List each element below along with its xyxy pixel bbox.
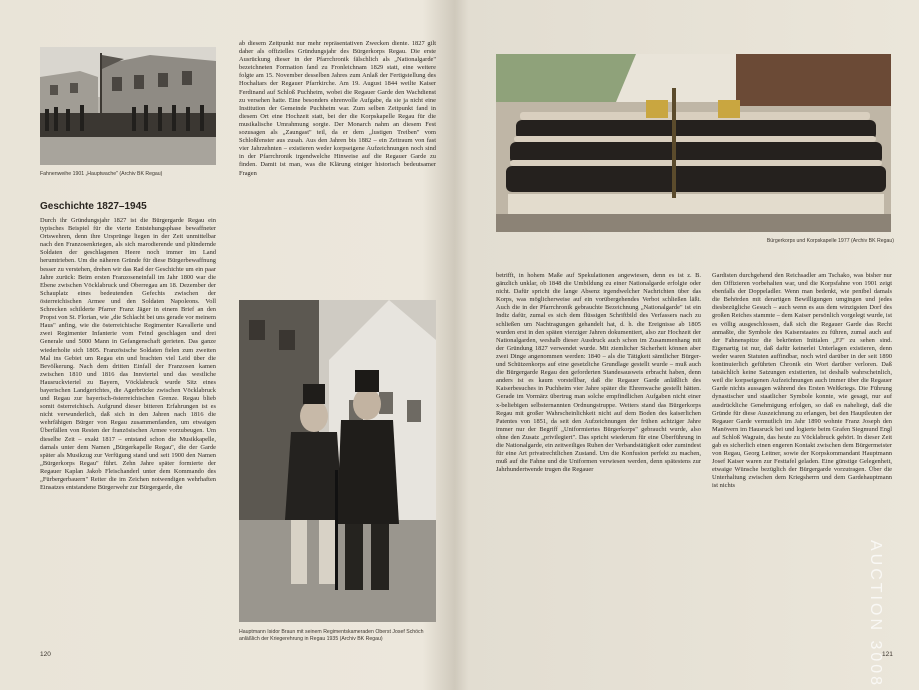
page-number-left: 120 (40, 651, 51, 658)
photo-caption-1901: Fahnenweihe 1901 „Hauptwache" (Archiv BK Regau) (40, 171, 163, 177)
right-page-column-2 (712, 272, 892, 662)
photo-buergerkorps-1977 (496, 54, 891, 232)
page-number-right: 121 (882, 651, 893, 658)
right-page-column-1 (496, 272, 701, 662)
left-page-column-2 (239, 40, 436, 280)
photo-caption-1935: Hauptmann Isidor Braun mit seinem Regimentskameraden Oberst Josef Schöch anläßlich der Kriegerehrung in Regau 1935 (Archiv BK Regau) (239, 629, 424, 642)
column-text: Gardisten durchgehend den Reichsadler am Tschako, was bisher nur den Offizieren vorbehalten war, und die Korpsfahne von 1901 zeigt ebenfalls der Doppeladler. Wenn man bedenkt, wie penibel damals die Behörden mit derartigen Bewilligungen umgingen und jedes diesbezügliche Gesuch – auch wenn es aus dem winzigsten Dorf des großen Reiches stammte – dem Kaiser persönlich vorgelegt wurde, ist es völlig ausgeschlossen, daß sich die Regauer Garde das Recht anmaßte, die Symbole des Kaiserstaates zu führen, zumal auch auf der Fahnenspitze die bekrönten Initialen „FJ" zu sehen sind. Eigenartig ist nur, daß dafür keinerlei Unterlagen existieren, denn weder waren Statuten auffindbar, noch wird darüber in der seit 1890 kontinuierlich geführten Chronik ein Wort darüber verloren. Daß tatsächlich keine Satzungen existierten, ist deshalb wahrscheinlich, weil die korpseigenen Aufzeichnungen auch immer über die Regauer Garde nichts aussagen während des Ersten Weltkriegs. Die Führung dynastischer und staatlicher Symbole konnte, wie gesagt, nur auf ausdrückliche Genehmigung erfolgen, so daß es naheliegt, daß die Gründe für diese Auszeichnung zu erlangen, bei den Hauptleuten der Regauer Garde vermutlich im Jahr 1890 wohnte Franz Joseph den Manövern im Hausruck bei und logierte beim Grafen Siegmund Engl auf Schloß Wagrain, das heute zu Vöcklabruck gehört. In dieser Zeit gab es sicherlich einen engeren Kontakt zwischen dem Bürgermeister von Regau, Georg Leitner, sowie der Korpskommandant Hauptmann Josef Kaiser waren zur Festtafel geladen. Eine günstige Gelegenheit, etwaige Wünsche bezüglich der Bürgergarde vorzutragen. Über die Unterhaltung zwischen dem Kriegsherrn und dem Gardehauptmann ist nichts (712, 272, 892, 490)
watermark-text: AUCTION 3008 (867, 540, 884, 689)
column-text: Durch ihr Gründungsjahr 1827 ist die Bürgergarde Regau ein typisches Beispiel für die vierte Entstehungsphase bewaffneter Ortswehren, denn ihre Ursprünge liegen in der Zeit unmittelbar nach den Franzosenkriegen, als sich marodierende und plündernde Soldaten der geschlagenen Heere noch immer im Land herumtrieben. Um die näheren Gründe für diese Bürgerbewaffnung besser zu verstehen, drehen wir das Rad der Geschichte um ein paar Jahre zurück: Beim ersten Franzoseneinfall im Jahr 1800 war die Ebene zwischen Vöcklabruck und Oberregau am 18. Dezember der Schauplatz eines bedeutenden Gefechts zwischen der österreichischen Armee und den Soldaten Napoleons. Voll Schrecken schilderte Pfarrer Franz Jäger in einem Brief an den Propst von St. Florian, wie „die Schlacht bei uns gerade vor meinem Haus" anfing, wie die österreichische Regimenter Kavallerie und zwei Regimenter Infanterie vom Feind geschlagen und drei Generale und 5000 Mann in Gefangenschaft gerieten. Das ganze wiederholte sich 1805. Französische Soldaten fielen zum zweiten Mal ins Gebiet um Regau ein und brachten viel Leid über die Bevölkerung. Nach dem dritten Einfall der Franzosen kamen zwischen 1810 und 1816 das Innviertel und das westliche Hausruckviertel zu Bayern, Vöcklabruck wurde Sitz eines bayerischen Landgerichtes, die Agerbrücke zwischen Vöcklabruck und Regau zur bayerisch-österreichischen Grenze. Regau blieb somit österreichisch. Aufgrund dieser bitteren Erfahrungen ist es nicht verwunderlich, daß sich in den Jahren nach 1816 die wehrfähigen Bürger von Regau zusammenfanden, um etwaigen Überfällen von Resten der französischen Armee vorzubeugen. Um dieselbe Zeit – exakt 1817 – entstand schon die Musikkapelle, damals unter dem Namen „Bürgerkapelle Regau", die der Garde später als Musikzug zur Verfügung stand und seit 1900 den Namen „Bürgerkorps Regau" führt. Zehn Jahre später formierte der Regauer Kaplan Jakob Fleischanderl unter dem Kommando des „Fürbergerbauern" Reiter die im Zeichen notwendigen wehrhaften Einsatzes entstandene Bürgerwehr zur Bürgergarde, die (40, 217, 216, 492)
photo-hauptmann-braun-1935 (239, 300, 436, 622)
section-heading: Geschichte 1827–1945 (40, 201, 147, 212)
photo-fahnenweihe-1901 (40, 47, 216, 165)
right-page (462, 0, 919, 690)
left-page-column-1 (40, 217, 216, 657)
photo-caption-1977: Bürgerkorps und Korpskapelle 1977 (Archiv BK Regau) (766, 238, 894, 244)
column-text: betrifft, in hohem Maße auf Spekulationen angewiesen, denn es ist z. B. gänzlich unklar, ob 1848 die Umbildung zu einer Nationalgarde erfolgte oder nicht. Dafür spricht die lange Absenz irgendwelcher Nachrichten über das Korps, was möglicherweise auf ein vorübergehendes Verbot schließen läßt. Auch die in der Pfarrchronik gebrauchte Bezeichnung „Nationalgarde" ist ein Indiz dafür, zumal es sich dem flüssigen Schriftbild des Verfassers nach zu schließen um Nachtragungen gehandelt hat, d. h. die Ereignisse ab 1805 wurden erst in den späten vierziger Jahren dokumentiert, also zur Hochzeit der Nationalgarden, weshalb dieser Ausdruck auch schon im Zusammenhang mit der Gründung 1827 verwendet wurde. Mit ziemlicher Sicherheit können aber zwei Dinge angenommen werden: 1840 – als die Tätigkeit sämtlicher Bürger- und Schützenkorps auf eine gesetzliche Grundlage gestellt wurde – muß auch die Bürgergarde Regau den geforderten Standesausweis erbracht haben, denn anders ist es kaum vorstellbar, daß die Regauer Garde anläßlich des Kaiserbesuches in Puchheim vier Jahre später die Ehrenwache gestellt hätten. Gerade im Vormärz übertrug man solche empfindlichen Aufgaben nicht einer x-beliebigen selbsternannten Ordnungstruppe. Weiters stand das Bürgerkorps Regau mit großer Wahrscheinlichkeit nicht auf dem Boden des kaiserlichen Patentes von 1851, da seit den Aufzeichnungen der frühen achtziger Jahre immer nur der Begriff „Uniformiertes Bürgerkorps" gebraucht wurde, also ohne den Zusatz „privilegiert". Das spricht wiederum für eine Überführung in die Nationalgarde, ein zeitweiliges Ruhen der Verbandstätigkeit oder zumindest für eine Art privatrechtlichen Zustand. Um die Konfusion perfekt zu machen, muß auf die Fahne und die Uniformen verwiesen werden, denn spätestens zur Jahrhundertwende trugen die Regauer (496, 272, 701, 474)
column-text: ab diesem Zeitpunkt nur mehr repräsentativen Zwecken diente. 1827 gilt daher als offizielles Gründungsjahr des Bürgerkorps Regau. Die erste Ausrückung dieser in der Pfarrchronik fälschlich als „Nationalgarde" bezeichneten Formation fand zu Fronleichnam 1829 statt, eine weitere folgte am 15. November desselben Jahres zum Anlaß der Fertigstellung des Hochaltars der Regauer Pfarrkirche. Am 19. August 1844 weilte Kaiser Ferdinand auf Schloß Puchheim, wobei die Regauer Garde den Wachdienst zu versehen hatte. Eine besonders ehrenvolle Aufgabe, da sie ja nicht eine Institution der Gemeinde Puchheim war. Zum selben Zeitpunkt fand in diesem Ort eine Hochzeit statt, bei der die Korpskapelle Regau für die musikalische Umrahmung sorgte. Der Monarch nahm an diesem Fest sozusagen als „Zaungast" teil, da er dem „lustigen Treiben" vom Schloßfenster aus zusah. Aus den Jahren bis 1882 – ein Zeitraum von fast vier Jahrzehnten – existieren weder korpseigene Aufzeichnungen noch sind in der Pfarrchronik irgendwelche Hinweise auf die Regauer Garde zu finden. Damit ist man, was die Klärung einiger historisch bedeutsamer Fragen (239, 40, 436, 177)
